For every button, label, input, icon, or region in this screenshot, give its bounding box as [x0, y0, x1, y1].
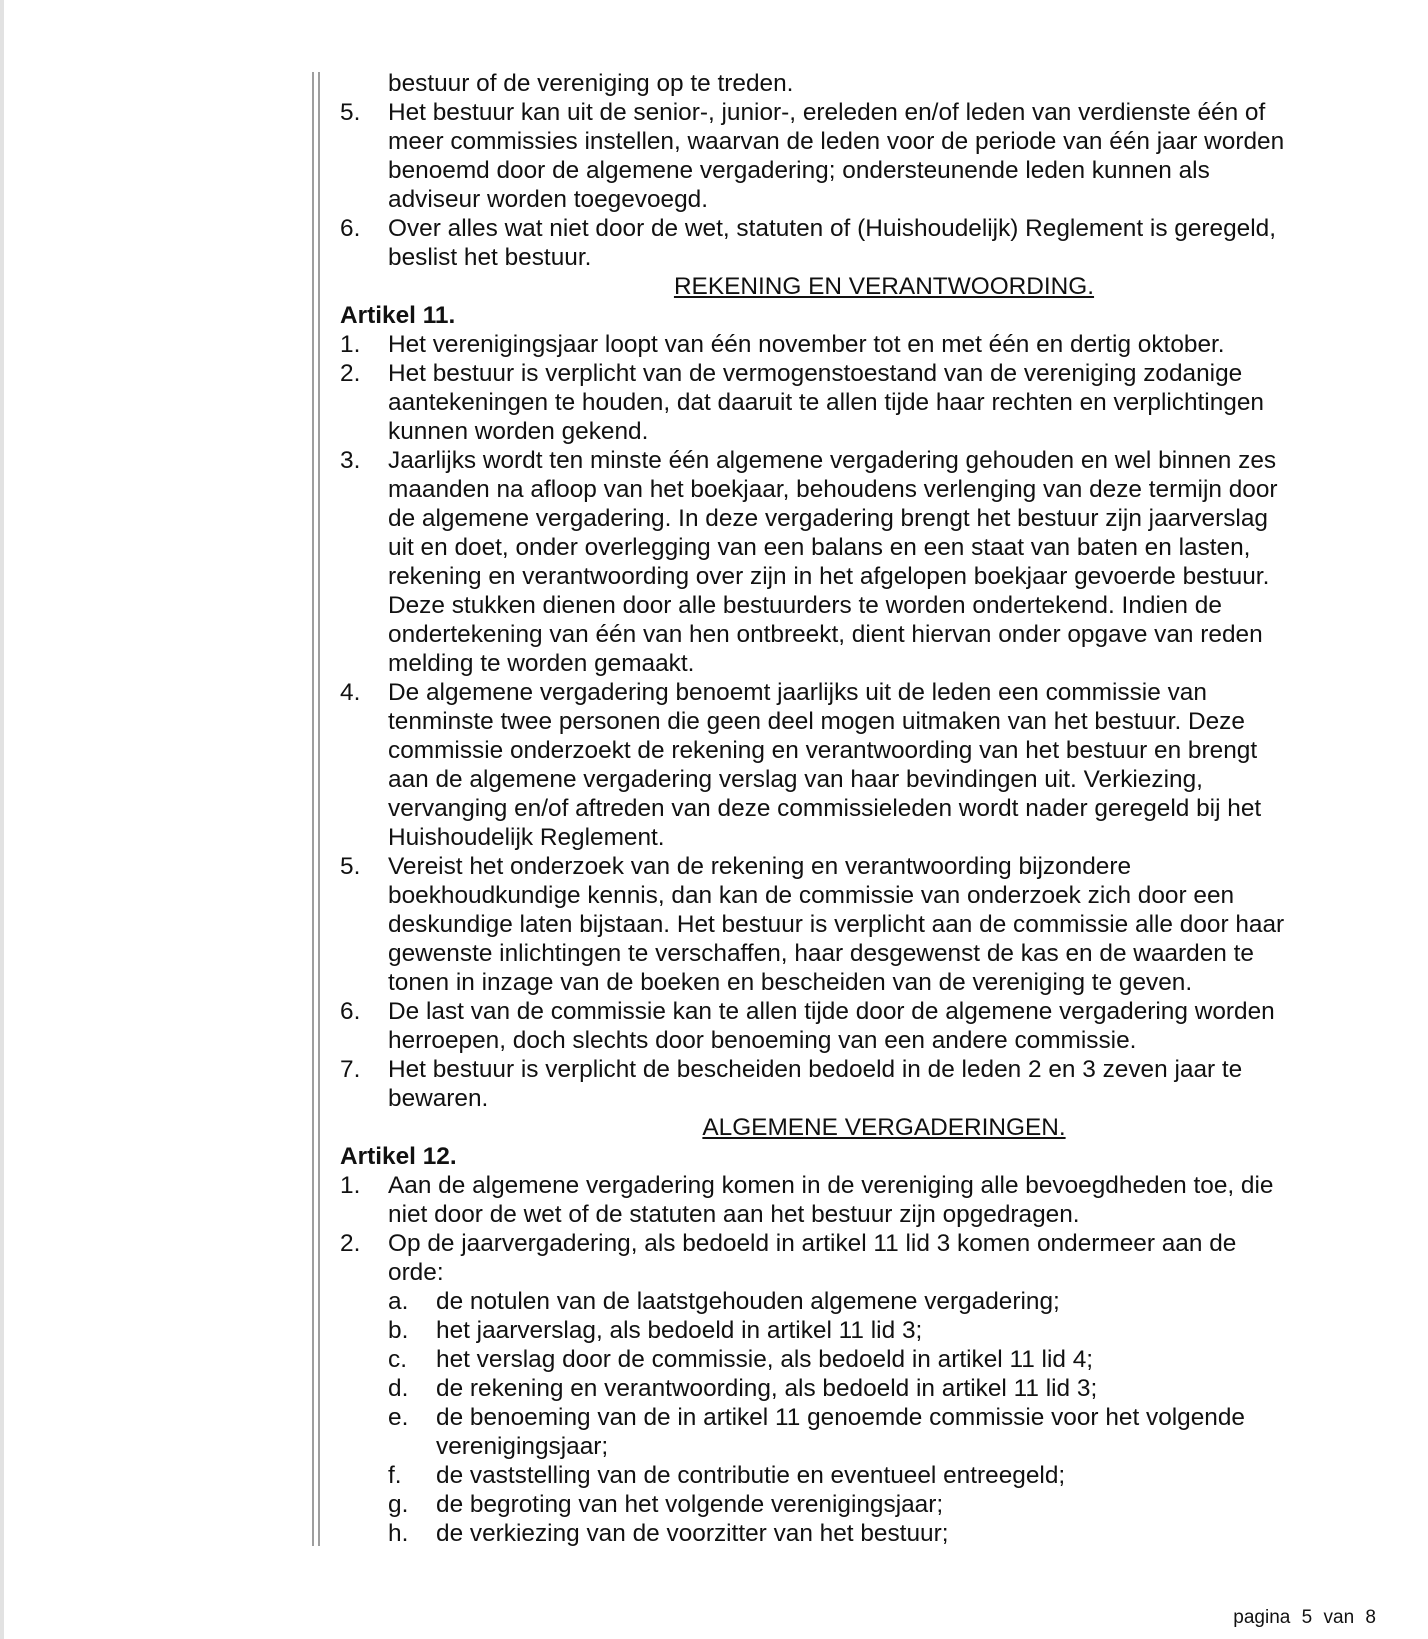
list-item-number: 1. — [340, 331, 361, 358]
text-line: het verslag door de commissie, als bedoeld in artikel 11 lid 4; — [436, 1346, 1094, 1373]
text-line: Het verenigingsjaar loopt van één november tot en met één en dertig oktober. — [388, 331, 1225, 358]
list-item-number: d. — [388, 1375, 409, 1402]
list-item-number: h. — [388, 1520, 409, 1547]
text-line: de algemene vergadering. In deze vergadering brengt het bestuur zijn jaarverslag — [388, 505, 1268, 532]
list-item-text — [388, 1055, 1380, 1113]
list-item-text — [388, 1171, 1380, 1229]
text-line: het jaarverslag, als bedoeld in artikel 11 lid 3; — [436, 1317, 923, 1344]
text-line: Over alles wat niet door de wet, statuten of (Huishoudelijk) Reglement is geregeld, — [388, 215, 1277, 242]
text-line: commissie onderzoekt de rekening en verantwoording van het bestuur en brengt — [388, 737, 1258, 764]
list-item — [388, 1519, 1380, 1548]
list-item — [340, 1229, 1380, 1287]
text-line: Huishoudelijk Reglement. — [388, 824, 665, 851]
list-item-number: 3. — [340, 447, 361, 474]
text-line: Op de jaarvergadering, als bedoeld in artikel 11 lid 3 komen ondermeer aan de — [388, 1230, 1237, 1257]
page-total: 8 — [1365, 1607, 1376, 1628]
list-item-number: 5. — [340, 99, 361, 126]
list-item-text — [388, 678, 1380, 852]
text-line: orde: — [388, 1259, 444, 1286]
document-body — [340, 69, 1380, 1548]
text-line: de rekening en verantwoording, als bedoeld in artikel 11 lid 3; — [436, 1375, 1098, 1402]
list-item — [340, 997, 1380, 1055]
text-line: melding te worden gemaakt. — [388, 650, 695, 677]
list-item-text — [388, 98, 1380, 214]
section-heading-vergaderingen: ALGEMENE VERGADERINGEN. — [702, 1114, 1066, 1141]
list-item-number: 1. — [340, 1172, 361, 1199]
article-11-list — [340, 330, 1380, 1113]
list-item-number: g. — [388, 1491, 409, 1518]
text-line: adviseur worden toegevoegd. — [388, 186, 709, 213]
list-item-number: 6. — [340, 998, 361, 1025]
list-item-text — [388, 359, 1380, 446]
list-item — [340, 852, 1380, 997]
revision-bar — [318, 72, 320, 1546]
text-line: vervanging en/of aftreden van deze commissieleden wordt nader geregeld bij het — [388, 795, 1262, 822]
list-item-number: 5. — [340, 853, 361, 880]
text-line: tonen in inzage van de boeken en bescheiden van de vereniging te geven. — [388, 969, 1193, 996]
article-11-title: Artikel 11. — [340, 302, 456, 329]
list-item — [388, 1345, 1380, 1374]
article-12-list — [340, 1171, 1380, 1287]
list-item-text — [388, 1229, 1380, 1287]
text-line: Jaarlijks wordt ten minste één algemene vergadering gehouden en wel binnen zes — [388, 447, 1277, 474]
list-item-text — [388, 214, 1380, 272]
list-item-text — [436, 1374, 1380, 1403]
text-line: ondertekening van één van hen ontbreekt, dient hiervan onder opgave van reden — [388, 621, 1263, 648]
list-item-number: 7. — [340, 1056, 361, 1083]
article-12-sub-list — [340, 1287, 1380, 1548]
list-item-text — [388, 997, 1380, 1055]
list-item — [340, 1171, 1380, 1229]
list-item-text — [436, 1519, 1380, 1548]
list-item-number: a. — [388, 1288, 409, 1315]
page-number — [1233, 1607, 1376, 1629]
text-line: De last van de commissie kan te allen tijde door de algemene vergadering worden — [388, 998, 1275, 1025]
page-edge — [0, 0, 4, 1639]
text-line: de notulen van de laatstgehouden algemene vergadering; — [436, 1288, 1060, 1315]
list-item-text — [436, 1345, 1380, 1374]
continuation-line: bestuur of de vereniging op te treden. — [388, 70, 794, 97]
list-item — [340, 330, 1380, 359]
list-item-number: 4. — [340, 679, 361, 706]
article-12-title: Artikel 12. — [340, 1143, 457, 1170]
list-item-text — [436, 1490, 1380, 1519]
text-line: de begroting van het volgende verenigingsjaar; — [436, 1491, 944, 1518]
list-item-text — [436, 1461, 1380, 1490]
text-line: de verkiezing van de voorzitter van het bestuur; — [436, 1520, 949, 1547]
text-line: benoemd door de algemene vergadering; ondersteunende leden kunnen als — [388, 157, 1210, 184]
section-heading-rekening: REKENING EN VERANTWOORDING. — [673, 273, 1095, 300]
page-separator: van — [1323, 1607, 1355, 1628]
list-item — [340, 214, 1380, 272]
text-line: rekening en verantwoording over zijn in het afgelopen boekjaar gevoerde bestuur. — [388, 563, 1270, 590]
text-line: maanden na afloop van het boekjaar, behoudens verlenging van deze termijn door — [388, 476, 1278, 503]
list-item — [388, 1287, 1380, 1316]
text-line: de benoeming van de in artikel 11 genoemde commissie voor het volgende — [436, 1404, 1245, 1431]
list-item-text — [388, 446, 1380, 678]
text-line: niet door de wet of de statuten aan het bestuur zijn opgedragen. — [388, 1201, 1080, 1228]
list-item — [340, 446, 1380, 678]
text-line: herroepen, doch slechts door benoeming van een andere commissie. — [388, 1027, 1137, 1054]
text-line: kunnen worden gekend. — [388, 418, 649, 445]
list-item — [340, 359, 1380, 446]
article-10-list — [340, 98, 1380, 272]
list-item-number: f. — [388, 1462, 402, 1489]
list-item — [388, 1461, 1380, 1490]
list-item-number: e. — [388, 1404, 409, 1431]
page-current: 5 — [1301, 1607, 1313, 1628]
list-item — [388, 1403, 1380, 1461]
list-item-number: 2. — [340, 360, 361, 387]
page-label: pagina — [1233, 1607, 1291, 1628]
text-line: Aan de algemene vergadering komen in de vereniging alle bevoegdheden toe, die — [388, 1172, 1274, 1199]
text-line: de vaststelling van de contributie en eventueel entreegeld; — [436, 1462, 1066, 1489]
text-line: Het bestuur kan uit de senior-, junior-, ereleden en/of leden van verdienste één of — [388, 99, 1266, 126]
text-line: bewaren. — [388, 1085, 489, 1112]
list-item-text — [436, 1403, 1380, 1461]
text-line: gewenste inlichtingen te verschaffen, haar desgewenst de kas en de waarden te — [388, 940, 1254, 967]
text-line: verenigingsjaar; — [436, 1433, 609, 1460]
text-line: tenminste twee personen die geen deel mogen uitmaken van het bestuur. Deze — [388, 708, 1245, 735]
list-item-number: 6. — [340, 215, 361, 242]
text-line: Deze stukken dienen door alle bestuurders te worden ondertekend. Indien de — [388, 592, 1222, 619]
list-item — [388, 1490, 1380, 1519]
text-line: boekhoudkundige kennis, dan kan de commissie van onderzoek zich door een — [388, 882, 1235, 909]
list-item — [340, 98, 1380, 214]
list-item — [388, 1374, 1380, 1403]
list-item — [340, 1055, 1380, 1113]
list-item-number: c. — [388, 1346, 407, 1373]
list-item-text — [388, 852, 1380, 997]
text-line: uit en doet, onder overlegging van een balans en een staat van baten en lasten, — [388, 534, 1251, 561]
text-line: deskundige laten bijstaan. Het bestuur is verplicht aan de commissie alle door haar — [388, 911, 1285, 938]
list-item-text — [388, 330, 1380, 359]
text-line: aantekeningen te houden, dat daaruit te allen tijde haar rechten en verplichtingen — [388, 389, 1264, 416]
list-item — [340, 678, 1380, 852]
text-line: meer commissies instellen, waarvan de leden voor de periode van één jaar worden — [388, 128, 1285, 155]
text-line: Het bestuur is verplicht van de vermogenstoestand van de vereniging zodanige — [388, 360, 1243, 387]
revision-bar — [312, 72, 314, 1546]
text-line: beslist het bestuur. — [388, 244, 592, 271]
list-item-number: b. — [388, 1317, 409, 1344]
list-item-text — [436, 1316, 1380, 1345]
text-line: aan de algemene vergadering verslag van haar bevindingen uit. Verkiezing, — [388, 766, 1203, 793]
text-line: Vereist het onderzoek van de rekening en verantwoording bijzondere — [388, 853, 1132, 880]
text-line: Het bestuur is verplicht de bescheiden bedoeld in de leden 2 en 3 zeven jaar te — [388, 1056, 1243, 1083]
list-item-number: 2. — [340, 1230, 361, 1257]
list-item-text — [436, 1287, 1380, 1316]
text-line: De algemene vergadering benoemt jaarlijks uit de leden een commissie van — [388, 679, 1207, 706]
list-item — [388, 1316, 1380, 1345]
